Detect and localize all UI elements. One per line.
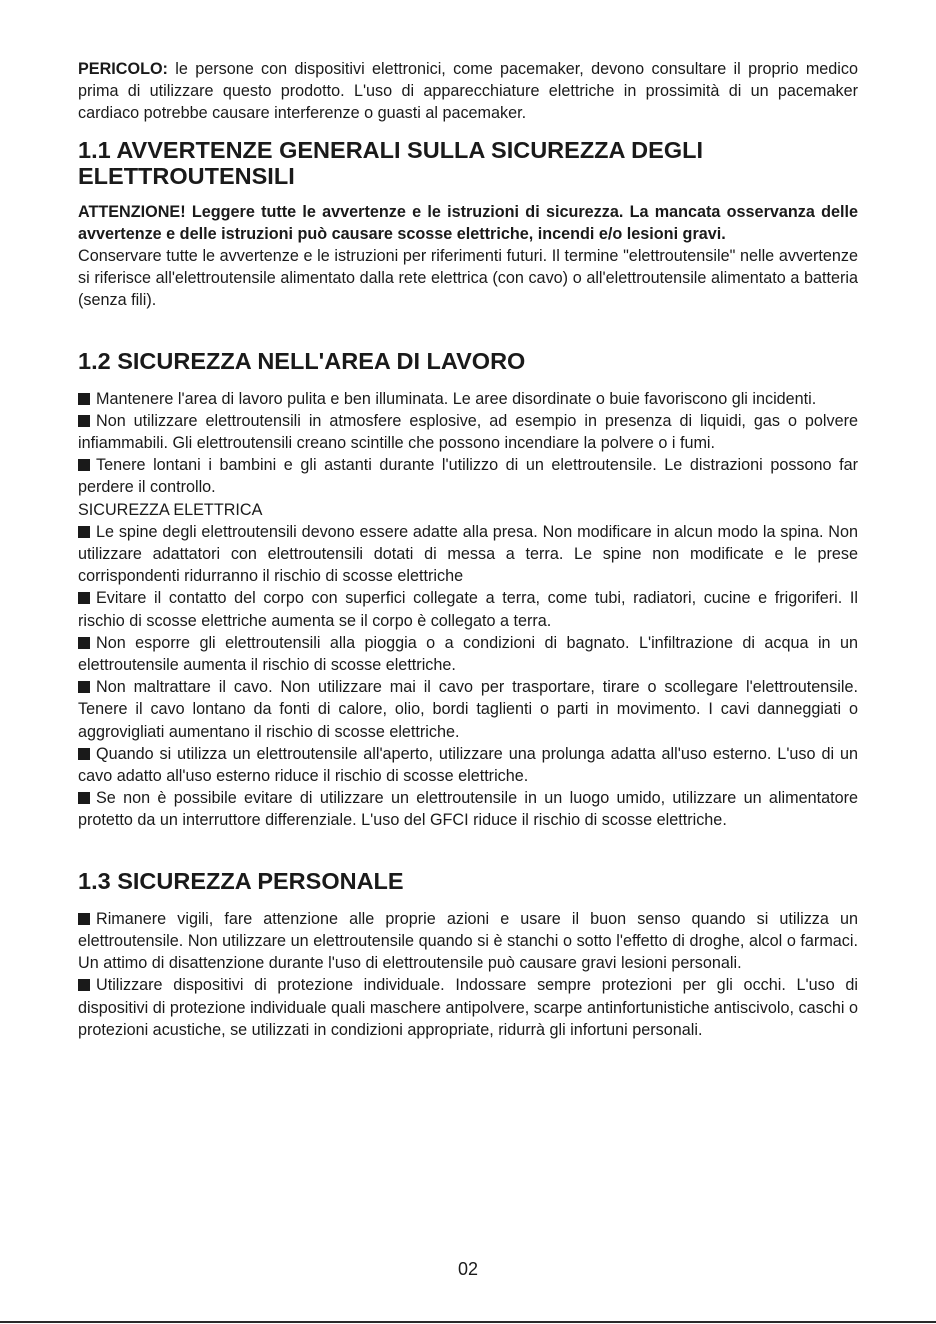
bottom-rule bbox=[0, 1321, 936, 1323]
page-number: 02 bbox=[457, 1259, 479, 1279]
list-item: Non utilizzare elettroutensili in atmosfere esplosive, ad esempio in presenza di liquidi, gas o polvere infiammabili. Gli elettroutensili creano scintille che possono incendiare la polvere o i fumi. bbox=[78, 411, 858, 453]
electrical-safety-subheading: SICUREZZA ELETTRICA bbox=[78, 500, 263, 519]
bullet-square-icon bbox=[78, 681, 90, 693]
list-item: Non maltrattare il cavo. Non utilizzare mai il cavo per trasportare, tirare o scollegare l'elettroutensile. Tenere il cavo lontano da fonti di calore, olio, bordi taglienti o parti in movimento. I cavi danneggiati o aggrovigliati aumentano il rischio di scosse elettriche. bbox=[78, 678, 858, 741]
bullet-square-icon bbox=[78, 748, 90, 760]
section-title-1-3: 1.3 SICUREZZA PERSONALE bbox=[78, 867, 404, 894]
bullet-square-icon bbox=[78, 415, 90, 427]
bullet-square-icon bbox=[78, 393, 90, 405]
bullet-square-icon bbox=[78, 979, 90, 991]
danger-label: PERICOLO: bbox=[78, 60, 168, 78]
bullet-square-icon bbox=[78, 792, 90, 804]
list-item: Evitare il contatto del corpo con superfici collegate a terra, come tubi, radiatori, cucine e frigoriferi. Il rischio di scosse elettriche aumenta se il corpo è collegato a terra. bbox=[78, 589, 858, 630]
list-item: Tenere lontani i bambini e gli astanti durante l'utilizzo di un elettroutensile. Le distrazioni possono far perdere il controllo. bbox=[78, 456, 858, 497]
list-item: Se non è possibile evitare di utilizzare un elettroutensile in un luogo umido, utilizzare un alimentatore protetto da un interruttore differenziale. L'uso del GFCI riduce il rischio di scosse elettriche. bbox=[78, 789, 858, 830]
list-item: Non esporre gli elettroutensili alla pioggia o a condizioni di bagnato. L'infiltrazione di acqua in un elettroutensile aumenta il rischio di scosse elettriche. bbox=[78, 633, 858, 675]
bullet-square-icon bbox=[78, 592, 90, 604]
danger-paragraph bbox=[78, 58, 858, 125]
list-item: Rimanere vigili, fare attenzione alle proprie azioni e usare il buon senso quando si utilizza un elettroutensile. Non utilizzare un elettroutensile quando si è stanchi o sotto l'effetto di droghe, alcol o farmaci. Un attimo di disattenzione durante l'uso di elettroutensile può causare gravi lesioni personali. bbox=[78, 909, 858, 973]
attention-warning: ATTENZIONE! Leggere tutte le avvertenze e le istruzioni di sicurezza. La mancata osservanza delle avvertenze e delle istruzioni può causare scosse elettriche, incendi e/o lesioni gravi. bbox=[78, 202, 858, 243]
section-title-1-1: 1.1 AVVERTENZE GENERALI SULLA SICUREZZA DEGLI ELETTROUTENSILI bbox=[78, 136, 703, 189]
section-title-1-2: 1.2 SICUREZZA NELL'AREA DI LAVORO bbox=[78, 347, 526, 374]
list-item: Mantenere l'area di lavoro pulita e ben illuminata. Le aree disordinate o buie favoriscono gli incidenti. bbox=[78, 388, 858, 410]
list-item: Utilizzare dispositivi di protezione individuale. Indossare sempre protezioni per gli occhi. L'uso di dispositivi di protezione individuale quali maschere antipolvere, scarpe antinfortunistiche antiscivolo, caschi o protezioni acustiche, se utilizzati in condizioni appropriate, ridurrà gli infortuni personali. bbox=[78, 976, 858, 1039]
danger-text: le persone con dispositivi elettronici, come pacemaker, devono consultare il proprio medico prima di utilizzare questo prodotto. L'uso di apparecchiature elettriche in prossimità di un pacemaker cardiaco potrebbe causare interferenze o guasti al pacemaker. bbox=[78, 60, 858, 123]
bullet-square-icon bbox=[78, 526, 90, 538]
list-item: Quando si utilizza un elettroutensile all'aperto, utilizzare una prolunga adatta all'uso esterno. L'uso di un cavo adatto all'uso esterno riduce il rischio di scosse elettriche. bbox=[78, 744, 858, 786]
list-item: Le spine degli elettroutensili devono essere adatte alla presa. Non modificare in alcun modo la spina. Non utilizzare adattatori con elettroutensili dotati di messa a terra. Le spine non modificate e le prese corrispondenti ridurranno il rischio di scosse elettriche bbox=[78, 522, 858, 586]
bullet-square-icon bbox=[78, 913, 90, 925]
bullet-square-icon bbox=[78, 637, 90, 649]
document-page bbox=[78, 58, 858, 1041]
section-1-1-text: Conservare tutte le avvertenze e le istruzioni per riferimenti futuri. Il termine "elettroutensile" nelle avvertenze si riferisce all'elettroutensile alimentato dalla rete elettrica (con cavo) o all'elettroutensile alimentato a batteria (senza fili). bbox=[78, 247, 858, 310]
bullet-square-icon bbox=[78, 459, 90, 471]
